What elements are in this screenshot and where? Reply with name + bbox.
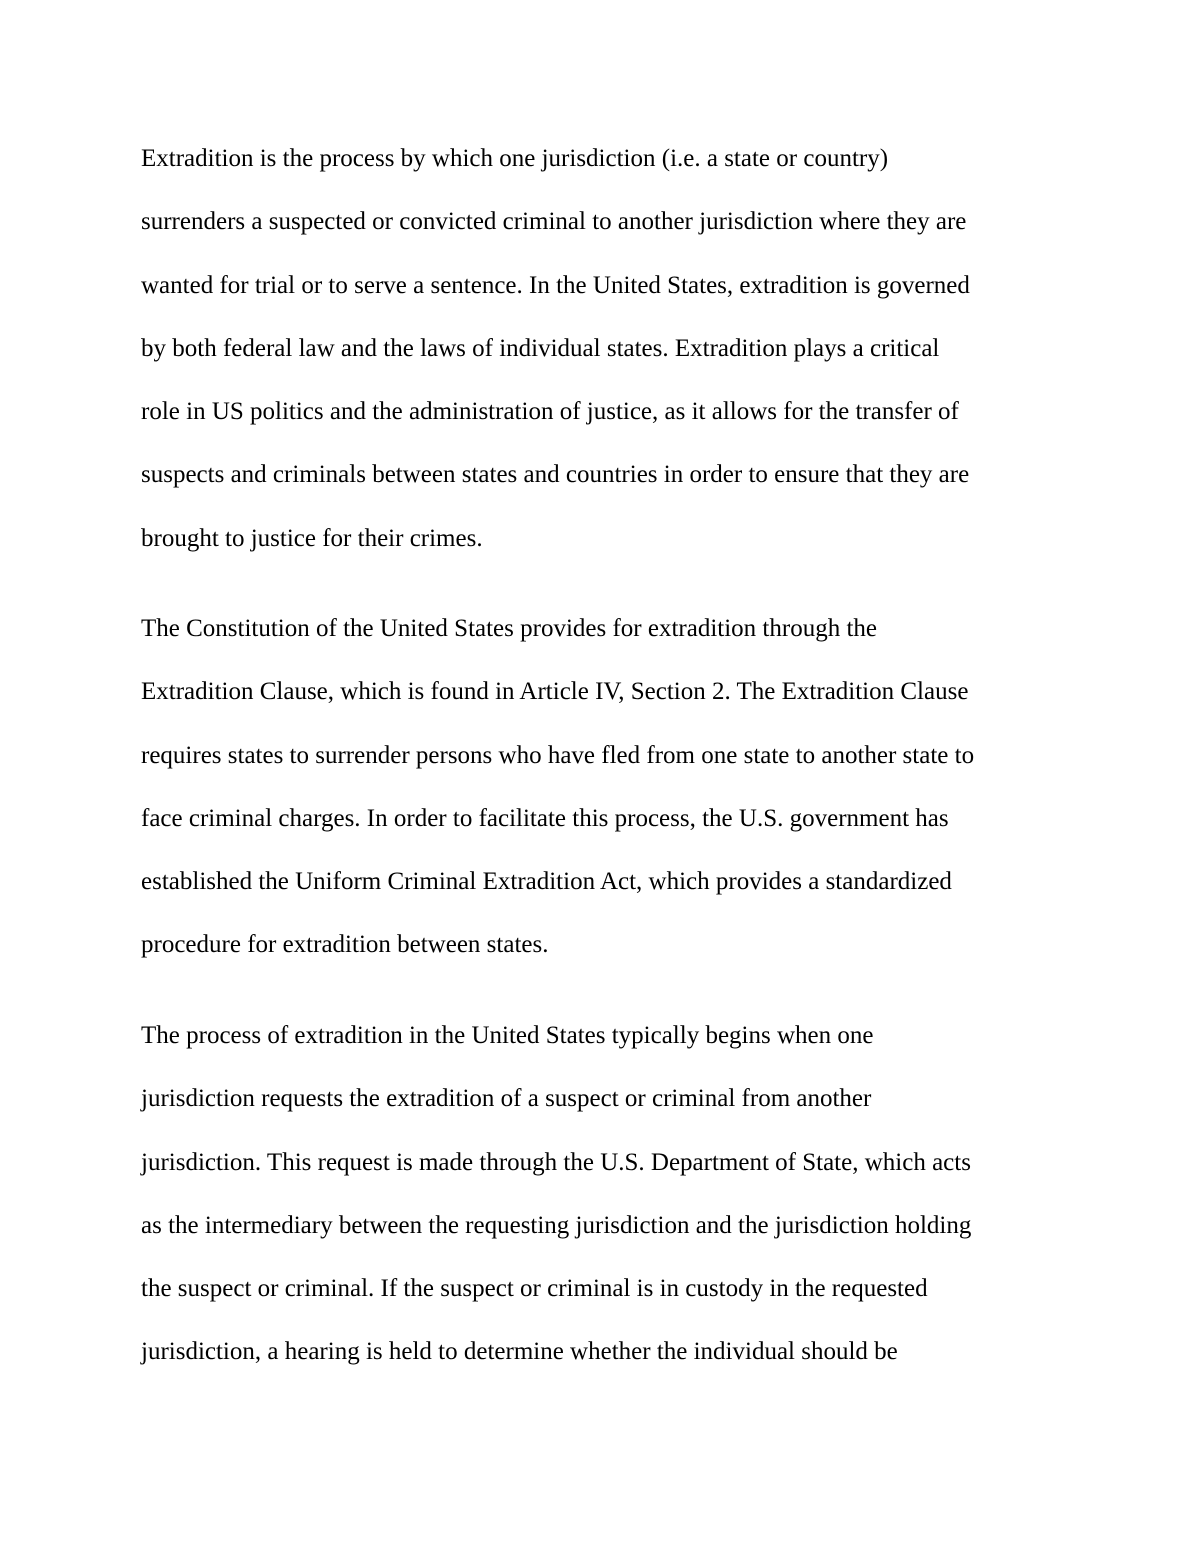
text-line: suspects and criminals between states and countries in order to ensure that they are xyxy=(141,461,970,489)
text-line: by both federal law and the laws of individual states. Extradition plays a critical xyxy=(141,334,940,362)
text-line: as the intermediary between the requesting jurisdiction and the jurisdiction holding xyxy=(141,1211,972,1239)
paragraph-2 xyxy=(141,597,1071,977)
text-line: Extradition is the process by which one jurisdiction (i.e. a state or country) xyxy=(141,145,889,172)
text-line: surrenders a suspected or convicted criminal to another jurisdiction where they are xyxy=(141,208,967,236)
text-line: role in US politics and the administration of justice, as it allows for the transfer of xyxy=(141,398,959,426)
text-line: requires states to surrender persons who have fled from one state to another state to xyxy=(141,741,975,769)
paragraph-1 xyxy=(141,127,1071,570)
text-line: brought to justice for their crimes. xyxy=(141,524,483,552)
text-line: The Constitution of the United States provides for extradition through the xyxy=(141,615,877,642)
text-line: jurisdiction, a hearing is held to determine whether the individual should be xyxy=(141,1338,898,1366)
text-line: Extradition Clause, which is found in Article IV, Section 2. The Extradition Clause xyxy=(141,678,969,706)
text-line: established the Uniform Criminal Extradition Act, which provides a standardized xyxy=(141,868,952,896)
text-line: jurisdiction requests the extradition of a suspect or criminal from another xyxy=(141,1085,872,1113)
text-line: procedure for extradition between states. xyxy=(141,931,549,959)
text-line: wanted for trial or to serve a sentence. In the United States, extradition is governed xyxy=(141,271,970,299)
text-line: face criminal charges. In order to facilitate this process, the U.S. government has xyxy=(141,804,949,832)
text-line: The process of extradition in the United States typically begins when one xyxy=(141,1022,874,1049)
text-line: jurisdiction. This request is made through the U.S. Department of State, which acts xyxy=(141,1148,971,1176)
paragraph-3 xyxy=(141,1004,1071,1384)
text-line: the suspect or criminal. If the suspect or criminal is in custody in the requested xyxy=(141,1275,928,1303)
